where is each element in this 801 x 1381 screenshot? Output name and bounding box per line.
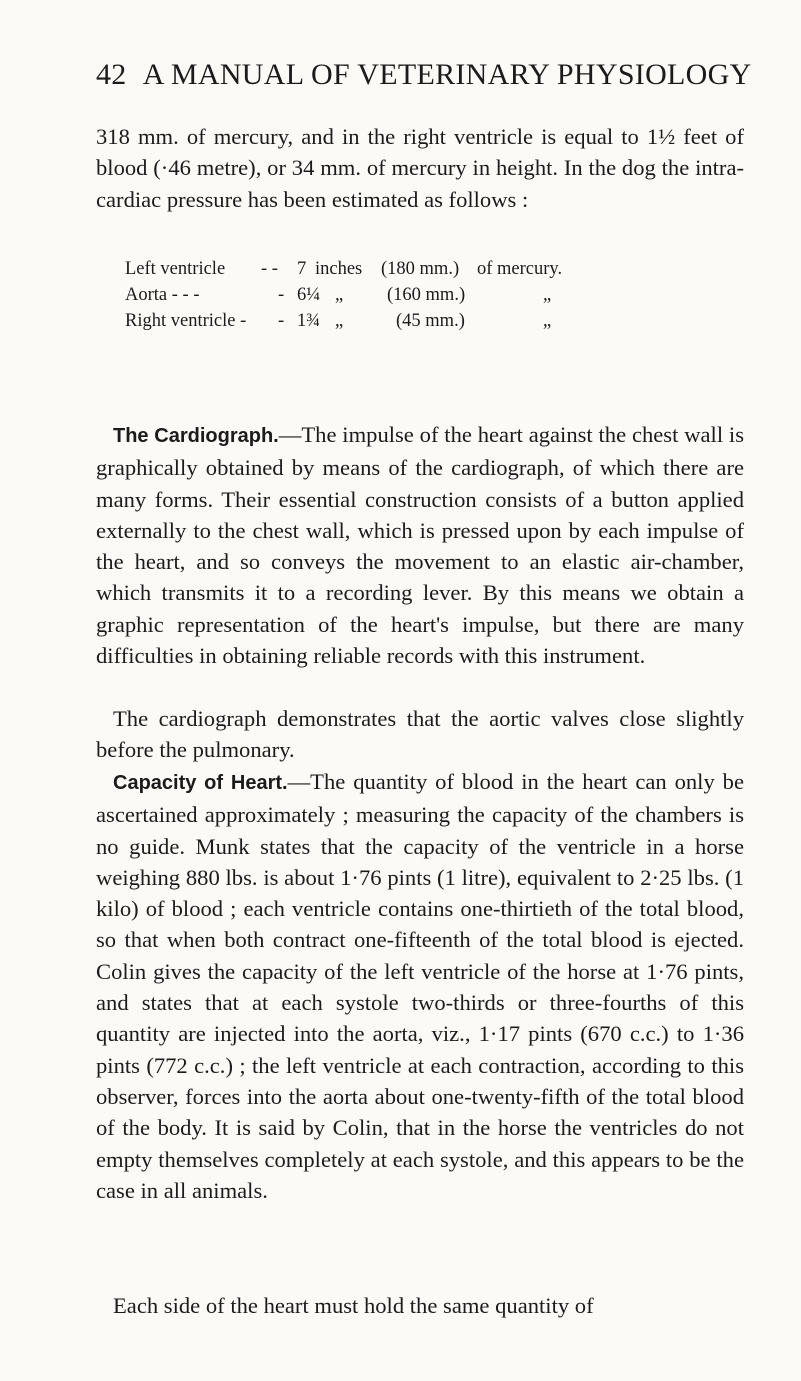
- row-mm: (45 mm.): [396, 311, 465, 331]
- intro-paragraph: 318 mm. of mercury, and in the right ventricle is equal to 1½ feet of blood (·46 metre), or 34 mm. of mercury in height. In the dog the intra-cardiac pressure has been estimated as follows :: [96, 124, 744, 212]
- pressure-row-left-ventricle: [125, 256, 745, 282]
- pressure-table: [125, 256, 745, 334]
- pressure-row-right-ventricle: [125, 308, 745, 334]
- row-value: 7: [297, 259, 307, 279]
- page-number: 42: [96, 58, 127, 91]
- row-mm: (160 mm.): [387, 285, 466, 305]
- cardiograph-text: —The impulse of the heart against the chest wall is graphically obtained by means of the cardiograph, of which there are many forms. Their essential construction consists of a button applied externally to the chest wall, which is pressed upon by each impulse of the heart, and so conveys the movement to an elastic air-chamber, which transmits it to a recording lever. By this means we obtain a graphic representation of the heart's impulse, but there are many difficulties in obtaining reliable records with this instrument.: [96, 422, 744, 669]
- row-suffix: „: [543, 285, 552, 305]
- row-leader: -: [278, 311, 285, 331]
- running-header: [96, 58, 756, 92]
- row-label: Left ventricle: [125, 259, 226, 279]
- pressure-row-aorta: [125, 282, 745, 308]
- row-value: 1¾: [297, 311, 321, 331]
- section-heading-capacity: Capacity of Heart.: [113, 772, 288, 794]
- cardiograph-paragraph: [96, 419, 744, 671]
- row-unit: „: [335, 311, 344, 331]
- row-value: 6¼: [297, 285, 321, 305]
- row-label: Aorta - - -: [125, 285, 200, 305]
- running-title: A MANUAL OF VETERINARY PHYSIOLOGY: [142, 58, 752, 91]
- capacity-paragraph: [96, 766, 744, 1206]
- row-leader: - -: [261, 259, 278, 279]
- section-heading-cardiograph: The Cardiograph.: [113, 425, 279, 447]
- capacity-text: —The quantity of blood in the heart can only be ascertained approximately ; measuring the capacity of the chambers is no guide. Munk states that the capacity of the ventricle in a horse weighing 880 lbs. is about 1·76 pints (1 litre), equivalent to 2·25 lbs. (1 kilo) of blood ; each ventricle contains one-thirtieth of the total blood, so that when both contract one-fifteenth of the total blood is ejected. Colin gives the capacity of the left ventricle of the horse at 1·76 pints, and states that at each systole two-thirds or three-fourths of this quantity are injected into the aorta, viz., 1·17 pints (670 c.c.) to 1·36 pints (772 c.c.) ; the left ventricle at each contraction, according to this observer, forces into the aorta about one-twenty-fifth of the total blood of the body. It is said by Colin, that in the horse the ventricles do not empty themselves completely at each systole, and this appears to be the case in all animals.: [96, 769, 744, 1203]
- row-unit: inches: [315, 259, 363, 279]
- cardiograph-note-paragraph: The cardiograph demonstrates that the aortic valves close slightly before the pulmonary.: [96, 706, 744, 763]
- row-suffix: of mercury.: [477, 259, 563, 279]
- row-mm: (180 mm.): [381, 259, 460, 279]
- row-label: Right ventricle -: [125, 311, 247, 331]
- row-leader: -: [278, 285, 285, 305]
- closing-paragraph: Each side of the heart must hold the same quantity of: [113, 1293, 594, 1318]
- row-unit: „: [335, 285, 344, 305]
- row-suffix: „: [543, 311, 552, 331]
